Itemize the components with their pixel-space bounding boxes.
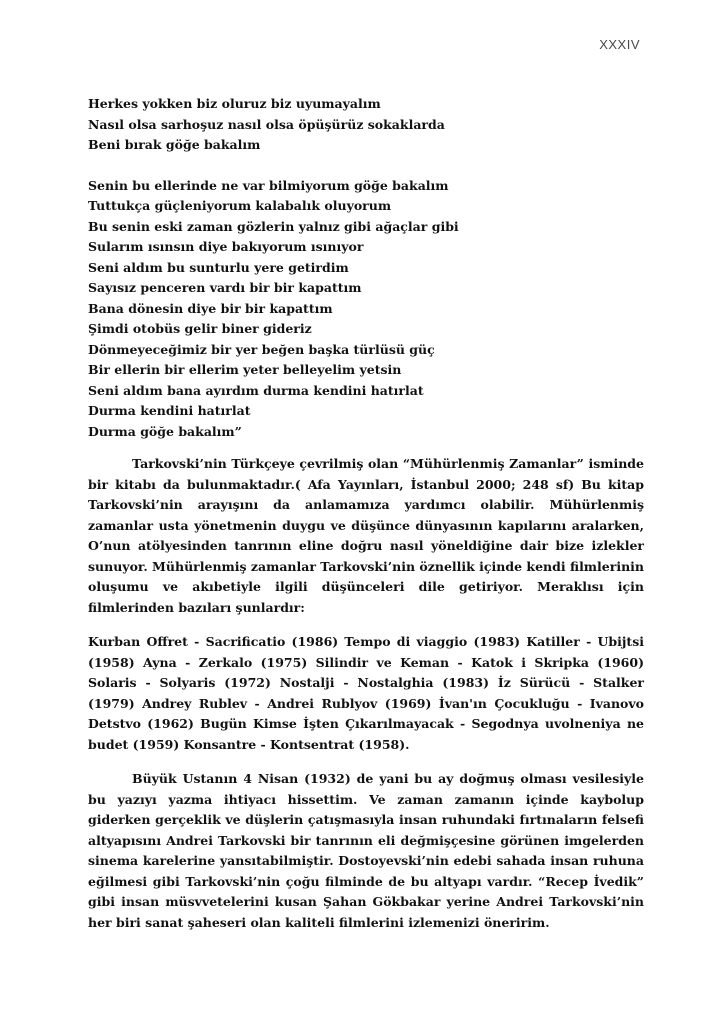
poem-line: Tuttukça güçleniyorum kalabalık oluyorum: [88, 198, 392, 213]
paragraph-mühürlenmiş-zamanlar: Tarkovski’nin Türkçeye çevrilmiş olan “Mühürlenmiş Zamanlar” isminde bir kitabı da bulunmaktadır.( Afa Yayınları, İstanbul 2000; 248 sf) Bu kitap Tarkovski’nin arayışını da anlamamıza yardımcı olabilir. Mühürlenmiş zamanlar usta yönetmenin duygu ve düşünce dünyasının kapılarını aralarken, O’nun atölyesinden tanrının eline doğru nasıl yöneldiğine dair bize izlekler sunuyor. Mühürlenmiş zamanlar Tarkovski’nin öznellik içinde kendi filmlerinin oluşumu ve akıbetiyle ilgili düşünceleri dile getiriyor. Meraklısı için filmlerinden bazıları şunlardır:: [88, 456, 644, 615]
poem-line: Seni aldım bu sunturlu yere getirdim: [88, 259, 349, 275]
poem-line: Bana dönesin diye bir bir kapattım: [88, 300, 333, 316]
poem-line: Beni bırak göğe bakalım: [88, 137, 261, 152]
poem-line: Senin bu ellerinde ne var bilmiyorum göğe bakalım: [88, 177, 449, 193]
page-number: XXXIV: [599, 37, 640, 52]
poem-line: Seni aldım bana ayırdım durma kendini hatırlat: [88, 382, 424, 398]
poem-line: Şimdi otobüs gelir biner gideriz: [88, 321, 312, 336]
poem-line: Sularım ısınsın diye bakıyorum ısınıyor: [88, 239, 364, 254]
document-body: [88, 94, 644, 933]
paragraph-filmography: Kurban Offret - Sacrificatio (1986) Tempo di viaggio (1983) Katiller - Ubijtsi (1958) Ayna - Zerkalo (1975) Silindir ve Keman - Katok i Skripka (1960) Solaris - Solyaris (1972) Nostalji - Nostalghia (1983) İz Sürücü - Stalker (1979) Andrey Rublev - Andrei Rublyov (1969) İvan'ın Çocukluğu - Ivanovo Detstvo (1962) Bugün Kimse İşten Çıkarılmayacak - Segodnya uvolneniya ne budet (1959) Konsantre - Kontsentrat (1958).: [88, 634, 644, 752]
poem-line: Sayısız penceren vardı bir bir kapattım: [88, 280, 362, 295]
poem-stanza-2: [88, 176, 644, 443]
poem-line: Bir ellerin bir ellerim yeter belleyelim yetsin: [88, 362, 402, 377]
poem-line: Dönmeyeceğimiz bir yer beğen başka türlüsü güç: [88, 341, 435, 357]
paragraph-closing: Büyük Ustanın 4 Nisan (1932) de yani bu ay doğmuş olması vesilesiyle bu yazıyı yazma ihtiyacı hissettim. Ve zaman zamanın içinde kaybolup giderken gerçeklik ve düşlerin çatışmasıyla insan ruhundaki fırtınaların felsefi altyapısını Andrei Tarkovski bir tanrının eli değmişçesine görünen imgelerden sinema karelerine yansıtabilmiştir. Dostoyevski’nin edebi sahada insan ruhuna eğilmesi gibi Tarkovski’nin çoğu filminde de bu altyapı vardır. “Recep İvedik” gibi insan müsvvetelerini kusan Şahan Gökbakar yerine Andrei Tarkovski’nin her biri sanat şaheseri olan kaliteli filmlerini izlemenizi öneririm.: [88, 771, 644, 930]
poem-line: Herkes yokken biz oluruz biz uyumayalım: [88, 96, 381, 111]
poem-line: Durma kendini hatırlat: [88, 403, 251, 418]
poem-line: Bu senin eski zaman gözlerin yalnız gibi ağaçlar gibi: [88, 218, 459, 234]
poem-line: Nasıl olsa sarhoşuz nasıl olsa öpüşürüz sokaklarda: [88, 116, 445, 132]
poem-line: Durma göğe bakalım”: [88, 423, 242, 439]
poem-stanza-1: [88, 94, 644, 156]
